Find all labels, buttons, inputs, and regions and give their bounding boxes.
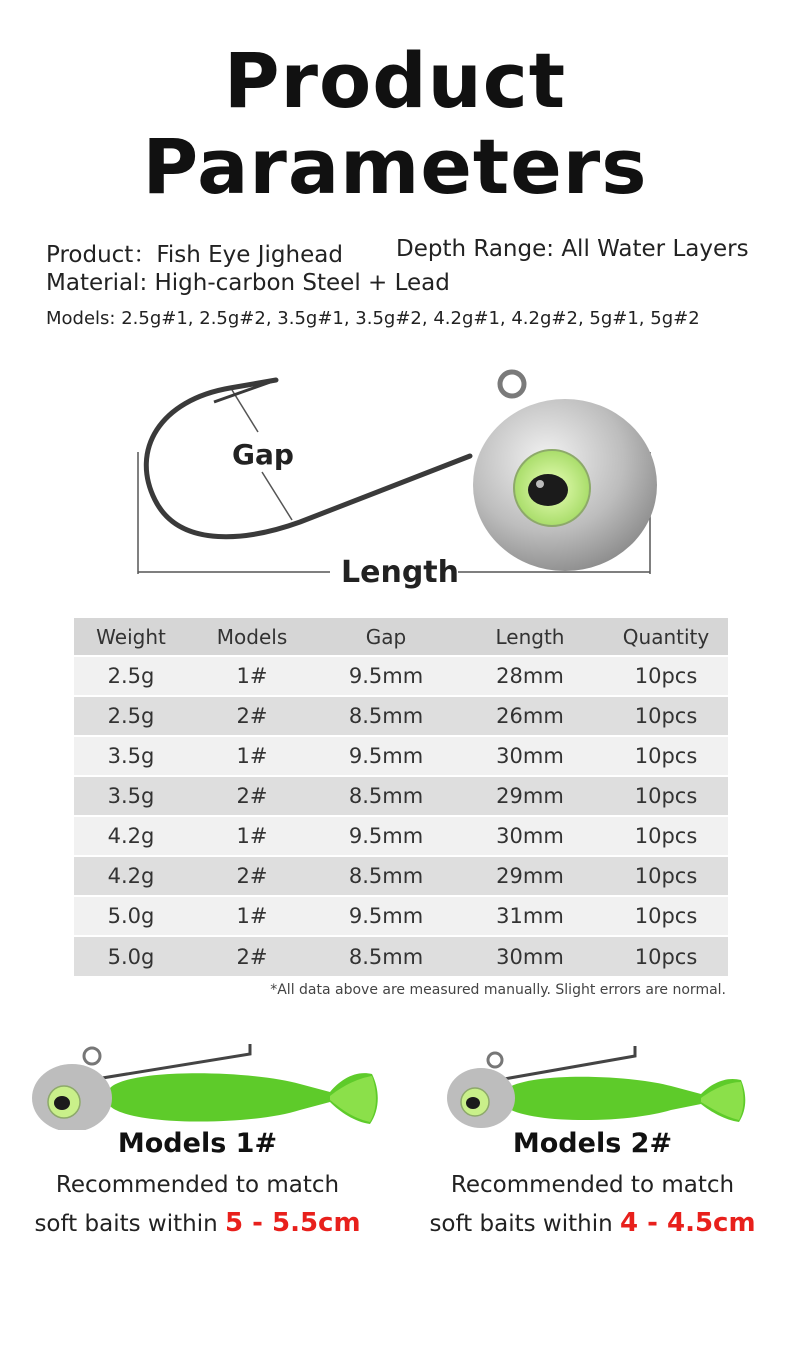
cell-model: 2# <box>188 696 316 736</box>
model-2-rec-text: soft baits within <box>429 1211 620 1237</box>
cell-gap: 9.5mm <box>316 656 456 696</box>
hook-shank <box>487 1046 635 1082</box>
model-2-range: 4 - 4.5cm <box>620 1208 756 1238</box>
cell-gap: 8.5mm <box>316 776 456 816</box>
fish-eye-highlight <box>536 480 544 488</box>
fish-eye-pupil <box>528 474 568 506</box>
model-1-range: 5 - 5.5cm <box>225 1208 361 1238</box>
table-row <box>74 896 728 936</box>
header-quantity: Quantity <box>604 618 728 656</box>
line-eye-ring <box>500 372 524 396</box>
gap-line-top <box>232 390 258 432</box>
header-gap: Gap <box>316 618 456 656</box>
cell-gap: 8.5mm <box>316 936 456 976</box>
model-2-card <box>395 1040 790 1250</box>
cell-weight: 4.2g <box>74 816 188 856</box>
cell-model: 1# <box>188 656 316 696</box>
measurement-note: *All data above are measured manually. Slight errors are normal. <box>270 982 726 998</box>
line-eye-ring <box>84 1048 100 1064</box>
cell-length: 31mm <box>456 896 604 936</box>
cell-quantity: 10pcs <box>604 856 728 896</box>
cell-model: 1# <box>188 816 316 856</box>
cell-quantity: 10pcs <box>604 816 728 856</box>
cell-gap: 8.5mm <box>316 696 456 736</box>
table-row <box>74 776 728 816</box>
cell-quantity: 10pcs <box>604 936 728 976</box>
model-1-rec-text: soft baits within <box>34 1211 225 1237</box>
model-2-rec-line1: Recommended to match <box>450 1172 735 1198</box>
cell-weight: 2.5g <box>74 696 188 736</box>
fish-eye-pupil <box>466 1097 480 1109</box>
fish-eye-pupil <box>54 1096 70 1110</box>
table-row <box>74 736 728 776</box>
cell-model: 1# <box>188 896 316 936</box>
spec-models: Models: 2.5g#1, 2.5g#2, 3.5g#1, 3.5g#2, 4.2g#1, 4.2g#2, 5g#1, 5g#2 <box>46 308 700 329</box>
page-title-line2: Parameters <box>142 122 648 211</box>
bait-tail-shade <box>330 1076 376 1122</box>
line-eye-ring <box>488 1053 502 1067</box>
cell-length: 26mm <box>456 696 604 736</box>
spec-material: Material: High-carbon Steel + Lead <box>46 270 450 296</box>
cell-model: 2# <box>188 776 316 816</box>
parameters-table <box>74 618 728 976</box>
model-1-card <box>0 1040 395 1250</box>
header-models: Models <box>188 618 316 656</box>
page-title-line1: Product <box>223 36 567 125</box>
table-row <box>74 656 728 696</box>
jighead-diagram <box>0 360 790 600</box>
cell-weight: 5.0g <box>74 896 188 936</box>
table-row <box>74 696 728 736</box>
cell-length: 28mm <box>456 656 604 696</box>
cell-weight: 5.0g <box>74 936 188 976</box>
model-1-rec-line2 <box>0 1208 395 1238</box>
cell-gap: 8.5mm <box>316 856 456 896</box>
cell-model: 2# <box>188 936 316 976</box>
cell-weight: 3.5g <box>74 776 188 816</box>
spec-row-product <box>46 236 749 269</box>
spec-depth: Depth Range: All Water Layers <box>396 236 749 262</box>
cell-length: 30mm <box>456 936 604 976</box>
cell-length: 30mm <box>456 816 604 856</box>
cell-weight: 4.2g <box>74 856 188 896</box>
cell-weight: 2.5g <box>74 656 188 696</box>
cell-quantity: 10pcs <box>604 776 728 816</box>
table-header-row <box>74 618 728 656</box>
cell-length: 29mm <box>456 856 604 896</box>
cell-gap: 9.5mm <box>316 816 456 856</box>
model-2-name: Models 2# <box>512 1128 673 1159</box>
cell-length: 29mm <box>456 776 604 816</box>
header-length: Length <box>456 618 604 656</box>
model-2-lure-image <box>395 1040 790 1130</box>
model-1-lure-image <box>0 1040 395 1130</box>
cell-model: 2# <box>188 856 316 896</box>
model-1-name: Models 1# <box>117 1128 278 1159</box>
length-label: Length <box>341 555 459 590</box>
cell-model: 1# <box>188 736 316 776</box>
table-row <box>74 816 728 856</box>
hook-shape <box>146 380 470 537</box>
gap-label: Gap <box>232 438 294 471</box>
table-row <box>74 936 728 976</box>
cell-gap: 9.5mm <box>316 736 456 776</box>
table-row <box>74 856 728 896</box>
header-weight: Weight <box>74 618 188 656</box>
model-2-rec-line2 <box>395 1208 790 1238</box>
cell-quantity: 10pcs <box>604 696 728 736</box>
cell-quantity: 10pcs <box>604 896 728 936</box>
cell-gap: 9.5mm <box>316 896 456 936</box>
cell-weight: 3.5g <box>74 736 188 776</box>
model-1-rec-line1: Recommended to match <box>55 1172 340 1198</box>
gap-line-bottom <box>262 472 292 520</box>
spec-product: Product：Fish Eye Jighead <box>46 242 343 268</box>
cell-quantity: 10pcs <box>604 656 728 696</box>
cell-length: 30mm <box>456 736 604 776</box>
cell-quantity: 10pcs <box>604 736 728 776</box>
